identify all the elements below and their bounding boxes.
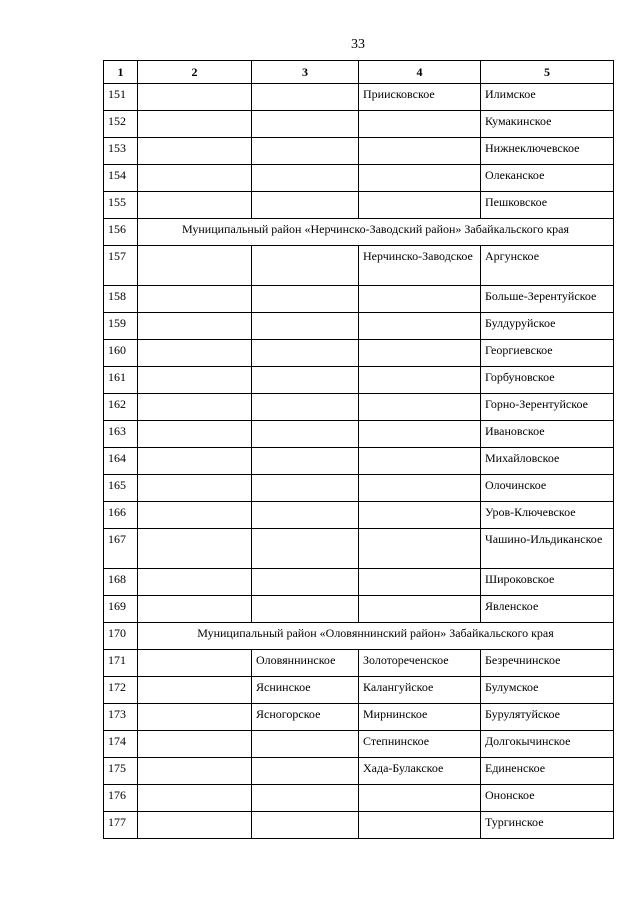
cell-col-3: [252, 394, 359, 421]
table-row: [104, 731, 614, 758]
cell-col-5: Олеканское: [481, 165, 614, 192]
cell-col-2: [138, 812, 252, 839]
cell-col-5: Ивановское: [481, 421, 614, 448]
cell-col-4: [359, 596, 481, 623]
cell-col-2: [138, 165, 252, 192]
header-col-1: 1: [104, 61, 138, 84]
cell-col-2: [138, 529, 252, 569]
cell-col-3: [252, 84, 359, 111]
row-number: 173: [104, 704, 138, 731]
cell-col-5: Безречнинское: [481, 650, 614, 677]
cell-col-4: [359, 529, 481, 569]
settlements-table: [103, 60, 614, 839]
cell-col-4: [359, 448, 481, 475]
cell-col-5: Больше-Зерентуйское: [481, 286, 614, 313]
row-number: 168: [104, 569, 138, 596]
cell-col-2: [138, 448, 252, 475]
header-row: [104, 61, 614, 84]
cell-col-5: Долгокычинское: [481, 731, 614, 758]
table-row: [104, 596, 614, 623]
cell-col-5: Горно-Зерентуйское: [481, 394, 614, 421]
table-row: [104, 313, 614, 340]
table-row: [104, 111, 614, 138]
row-number: 157: [104, 246, 138, 286]
cell-col-4: [359, 165, 481, 192]
cell-col-5: Михайловское: [481, 448, 614, 475]
cell-col-5: Чашино-Ильдиканское: [481, 529, 614, 569]
cell-col-4: [359, 394, 481, 421]
row-number: 158: [104, 286, 138, 313]
section-title: Муниципальный район «Оловяннинский район» Забайкальского края: [138, 623, 614, 650]
table-row: [104, 421, 614, 448]
cell-col-2: [138, 246, 252, 286]
cell-col-3: [252, 758, 359, 785]
table-row: [104, 502, 614, 529]
section-row: [104, 219, 614, 246]
cell-col-4: [359, 785, 481, 812]
row-number: 159: [104, 313, 138, 340]
cell-col-5: Георгиевское: [481, 340, 614, 367]
row-number: 153: [104, 138, 138, 165]
table-row: [104, 785, 614, 812]
cell-col-4: [359, 812, 481, 839]
cell-col-2: [138, 313, 252, 340]
cell-col-2: [138, 84, 252, 111]
table-row: [104, 367, 614, 394]
cell-col-4: [359, 502, 481, 529]
cell-col-3: [252, 367, 359, 394]
row-number: 160: [104, 340, 138, 367]
cell-col-4: [359, 313, 481, 340]
table-body: [104, 84, 614, 839]
table-row: [104, 165, 614, 192]
cell-col-3: [252, 138, 359, 165]
cell-col-2: [138, 677, 252, 704]
cell-col-3: Ясногорское: [252, 704, 359, 731]
table-row: [104, 704, 614, 731]
cell-col-2: [138, 286, 252, 313]
cell-col-4: Мирнинское: [359, 704, 481, 731]
table-row: [104, 138, 614, 165]
cell-col-4: Нерчинско-Заводское: [359, 246, 481, 286]
cell-col-5: Илимское: [481, 84, 614, 111]
cell-col-4: [359, 569, 481, 596]
cell-col-2: [138, 502, 252, 529]
cell-col-4: Степнинское: [359, 731, 481, 758]
row-number: 174: [104, 731, 138, 758]
cell-col-3: [252, 596, 359, 623]
cell-col-3: Яснинское: [252, 677, 359, 704]
row-number: 171: [104, 650, 138, 677]
cell-col-5: Уров-Ключевское: [481, 502, 614, 529]
header-col-3: 3: [252, 61, 359, 84]
cell-col-3: [252, 421, 359, 448]
cell-col-4: Хада-Булакское: [359, 758, 481, 785]
cell-col-2: [138, 596, 252, 623]
row-number: 165: [104, 475, 138, 502]
cell-col-5: Аргунское: [481, 246, 614, 286]
row-number: 152: [104, 111, 138, 138]
page-number: 33: [351, 37, 365, 52]
cell-col-5: Горбуновское: [481, 367, 614, 394]
cell-col-2: [138, 785, 252, 812]
row-number: 163: [104, 421, 138, 448]
section-title: Муниципальный район «Нерчинско-Заводский район» Забайкальского края: [138, 219, 614, 246]
cell-col-5: Нижнеключевское: [481, 138, 614, 165]
row-number: 169: [104, 596, 138, 623]
cell-col-2: [138, 111, 252, 138]
row-number: 166: [104, 502, 138, 529]
row-number: 154: [104, 165, 138, 192]
cell-col-3: [252, 731, 359, 758]
cell-col-2: [138, 758, 252, 785]
table-row: [104, 650, 614, 677]
table-row: [104, 192, 614, 219]
table-row: [104, 340, 614, 367]
table-row: [104, 448, 614, 475]
cell-col-4: [359, 286, 481, 313]
row-number: 170: [104, 623, 138, 650]
cell-col-3: [252, 529, 359, 569]
cell-col-3: [252, 165, 359, 192]
table-row: [104, 529, 614, 569]
cell-col-2: [138, 138, 252, 165]
cell-col-4: [359, 340, 481, 367]
table-row: [104, 84, 614, 111]
cell-col-2: [138, 704, 252, 731]
table-row: [104, 569, 614, 596]
row-number: 156: [104, 219, 138, 246]
table-row: [104, 812, 614, 839]
row-number: 151: [104, 84, 138, 111]
cell-col-3: [252, 192, 359, 219]
table-row: [104, 758, 614, 785]
cell-col-2: [138, 731, 252, 758]
header-col-2: 2: [138, 61, 252, 84]
cell-col-3: [252, 475, 359, 502]
cell-col-4: [359, 111, 481, 138]
cell-col-3: [252, 313, 359, 340]
table-row: [104, 286, 614, 313]
cell-col-5: Булумское: [481, 677, 614, 704]
cell-col-4: [359, 475, 481, 502]
cell-col-4: Приисковское: [359, 84, 481, 111]
cell-col-2: [138, 192, 252, 219]
cell-col-3: [252, 340, 359, 367]
cell-col-3: [252, 111, 359, 138]
cell-col-4: [359, 421, 481, 448]
cell-col-5: Пешковское: [481, 192, 614, 219]
section-row: [104, 623, 614, 650]
cell-col-3: [252, 286, 359, 313]
cell-col-2: [138, 394, 252, 421]
cell-col-3: Оловяннинское: [252, 650, 359, 677]
cell-col-5: Широковское: [481, 569, 614, 596]
cell-col-5: Единенское: [481, 758, 614, 785]
cell-col-4: [359, 192, 481, 219]
row-number: 161: [104, 367, 138, 394]
cell-col-2: [138, 475, 252, 502]
row-number: 162: [104, 394, 138, 421]
cell-col-5: Ононское: [481, 785, 614, 812]
table-row: [104, 475, 614, 502]
row-number: 172: [104, 677, 138, 704]
cell-col-2: [138, 340, 252, 367]
cell-col-3: [252, 569, 359, 596]
cell-col-4: Калангуйское: [359, 677, 481, 704]
cell-col-2: [138, 569, 252, 596]
cell-col-4: [359, 367, 481, 394]
cell-col-5: Булдуруйское: [481, 313, 614, 340]
cell-col-4: [359, 138, 481, 165]
cell-col-5: Тургинское: [481, 812, 614, 839]
cell-col-4: Золотореченское: [359, 650, 481, 677]
cell-col-5: Бурулятуйское: [481, 704, 614, 731]
cell-col-2: [138, 367, 252, 394]
cell-col-2: [138, 421, 252, 448]
cell-col-3: [252, 502, 359, 529]
row-number: 177: [104, 812, 138, 839]
cell-col-5: Явленское: [481, 596, 614, 623]
table-row: [104, 394, 614, 421]
table-row: [104, 246, 614, 286]
cell-col-3: [252, 785, 359, 812]
row-number: 155: [104, 192, 138, 219]
table-row: [104, 677, 614, 704]
header-col-5: 5: [481, 61, 614, 84]
row-number: 176: [104, 785, 138, 812]
cell-col-5: Кумакинское: [481, 111, 614, 138]
cell-col-3: [252, 812, 359, 839]
row-number: 164: [104, 448, 138, 475]
row-number: 167: [104, 529, 138, 569]
row-number: 175: [104, 758, 138, 785]
cell-col-2: [138, 650, 252, 677]
cell-col-3: [252, 246, 359, 286]
cell-col-5: Олочинское: [481, 475, 614, 502]
cell-col-3: [252, 448, 359, 475]
header-col-4: 4: [359, 61, 481, 84]
